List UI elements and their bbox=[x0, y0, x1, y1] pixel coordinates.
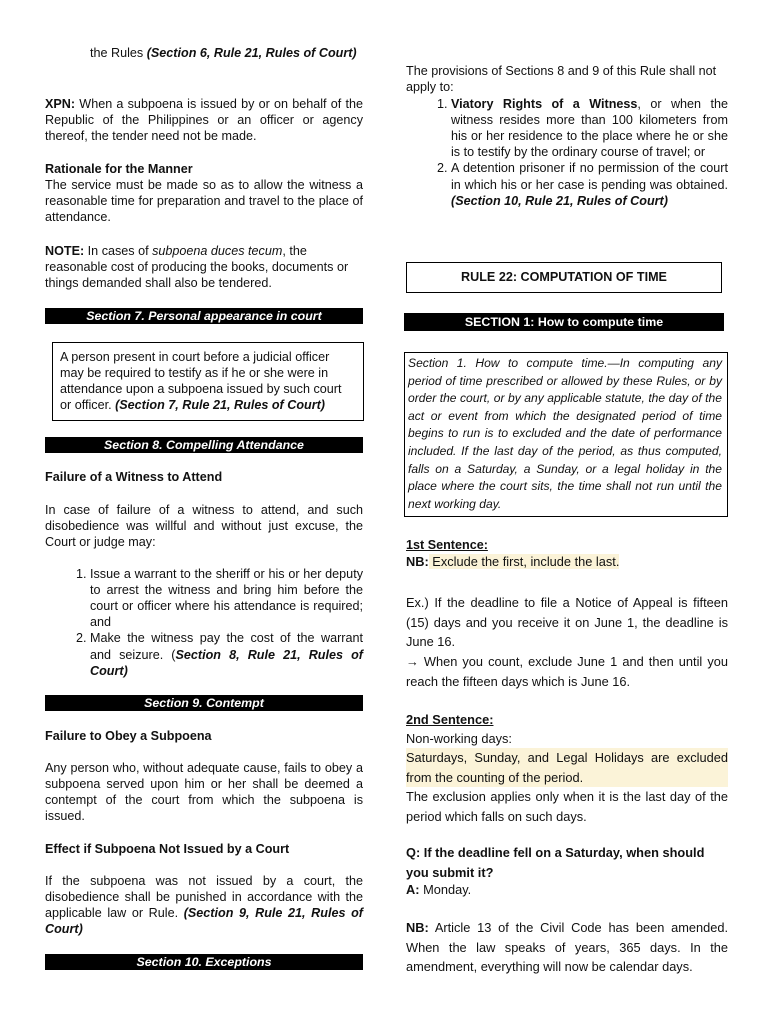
section-1-header: SECTION 1: How to compute time bbox=[404, 313, 724, 331]
section-8-header: Section 8. Compelling Attendance bbox=[45, 437, 363, 453]
second-sentence-line2: The exclusion applies only when it is the last day of the period which falls on such days. bbox=[406, 789, 728, 824]
section-1-box bbox=[404, 352, 728, 517]
section-7-header: Section 7. Personal appearance in court bbox=[45, 308, 363, 324]
section-8-heading: Failure of a Witness to Attend bbox=[45, 470, 223, 484]
xpn-paragraph: XPN: When a subpoena is issued by or on behalf of the Republic of the Philippines or an officer or agency thereof, the tender need not be made. bbox=[45, 97, 363, 144]
section-9-text-2: If the subpoena was not issued by a court, the disobedience shall be punished in accordance with the applicable law or Rule. (Section 9, Rule 21, Rules of Court) bbox=[45, 874, 363, 937]
note-paragraph: NOTE: In cases of subpoena duces tecum, the reasonable cost of producing the books, documents or things demanded shall also be tendered. bbox=[45, 244, 349, 291]
section-10-header: Section 10. Exceptions bbox=[45, 954, 363, 970]
section-7-box bbox=[52, 342, 364, 421]
example-text: Ex.) If the deadline to file a Notice of Appeal is fifteen (15) days and you receive it on June 1, the deadline is June 16. bbox=[406, 595, 728, 650]
rationale-heading: Rationale for the Manner bbox=[45, 162, 193, 176]
nb-civil-code: NB: Article 13 of the Civil Code has been amended. When the law speaks of years, 365 days. In the amendment, everything will now be calendar days. bbox=[406, 920, 728, 975]
list-item: 1. Issue a warrant to the sheriff or his or her deputy to arrest the witness and bring him before the court or officer where his attendance is required; and bbox=[90, 566, 363, 630]
first-sentence-heading: 1st Sentence: bbox=[406, 538, 488, 552]
question-text: Q: If the deadline fell on a Saturday, when should you submit it? bbox=[406, 845, 705, 880]
example-arrow: → When you count, exclude June 1 and then until you reach the fifteen days which is June 16. bbox=[406, 654, 728, 689]
answer-text: A: Monday. bbox=[406, 882, 472, 897]
section-1-text: Section 1. How to compute time.—In computing any period of time prescribed or allowed by these Rules, or by order the court, or by any applicable statute, the day of the act or event from which the designated period of time begins to run is to excluded and the date of performance included. If the last day of the period, as thus computed, falls on a Saturday, a Sunday, or a legal holiday in the place where the court sits, the time shall not run until the next working day. bbox=[408, 356, 722, 511]
section-7-text: A person present in court before a judicial officer may be required to testify as if he or she were in attendance upon a subpoena issued by such court or officer. (Section 7, Rule 21, Rules of Court) bbox=[60, 350, 342, 413]
provisions-text: The provisions of Sections 8 and 9 of this Rule shall not apply to: bbox=[406, 64, 717, 95]
second-sentence-line1: Non-working days: bbox=[406, 731, 512, 746]
intro-line: the Rules (Section 6, Rule 21, Rules of Court) bbox=[90, 46, 357, 60]
list-item: 2. Make the witness pay the cost of the warrant and seizure. (Section 8, Rule 21, Rules of Court) bbox=[90, 630, 363, 678]
exceptions-list bbox=[406, 96, 728, 209]
list-item: 2. A detention prisoner if no permission of the court in which his or her case is pending was obtained. (Section 10, Rule 21, Rules of Court) bbox=[451, 160, 728, 208]
section-9-text-1: Any person who, without adequate cause, fails to obey a subpoena served upon him or her shall be deemed a contempt of the court from which the subpoena is issued. bbox=[45, 761, 363, 824]
second-sentence-highlight: Saturdays, Sunday, and Legal Holidays are excluded from the counting of the period. bbox=[406, 748, 728, 787]
first-sentence-nb: NB: Exclude the first, include the last. bbox=[406, 554, 620, 569]
section-9-header: Section 9. Contempt bbox=[45, 695, 363, 711]
rationale-text: The service must be made so as to allow the witness a reasonable time for preparation and travel to the place of attendance. bbox=[45, 178, 363, 225]
second-sentence-heading: 2nd Sentence: bbox=[406, 712, 494, 727]
rule-22-box: RULE 22: COMPUTATION OF TIME bbox=[406, 262, 722, 293]
section-9-heading-2: Effect if Subpoena Not Issued by a Court bbox=[45, 842, 290, 856]
list-item: 1. Viatory Rights of a Witness, or when the witness resides more than 100 kilometers from his or her residence to the place where he or she is to testify by the ordinary course of travel; or bbox=[451, 96, 728, 160]
section-9-heading-1: Failure to Obey a Subpoena bbox=[45, 729, 212, 743]
section-8-list bbox=[45, 566, 363, 679]
section-8-text: In case of failure of a witness to attend, and such disobedience was willful and without just excuse, the Court or judge may: bbox=[45, 503, 363, 550]
